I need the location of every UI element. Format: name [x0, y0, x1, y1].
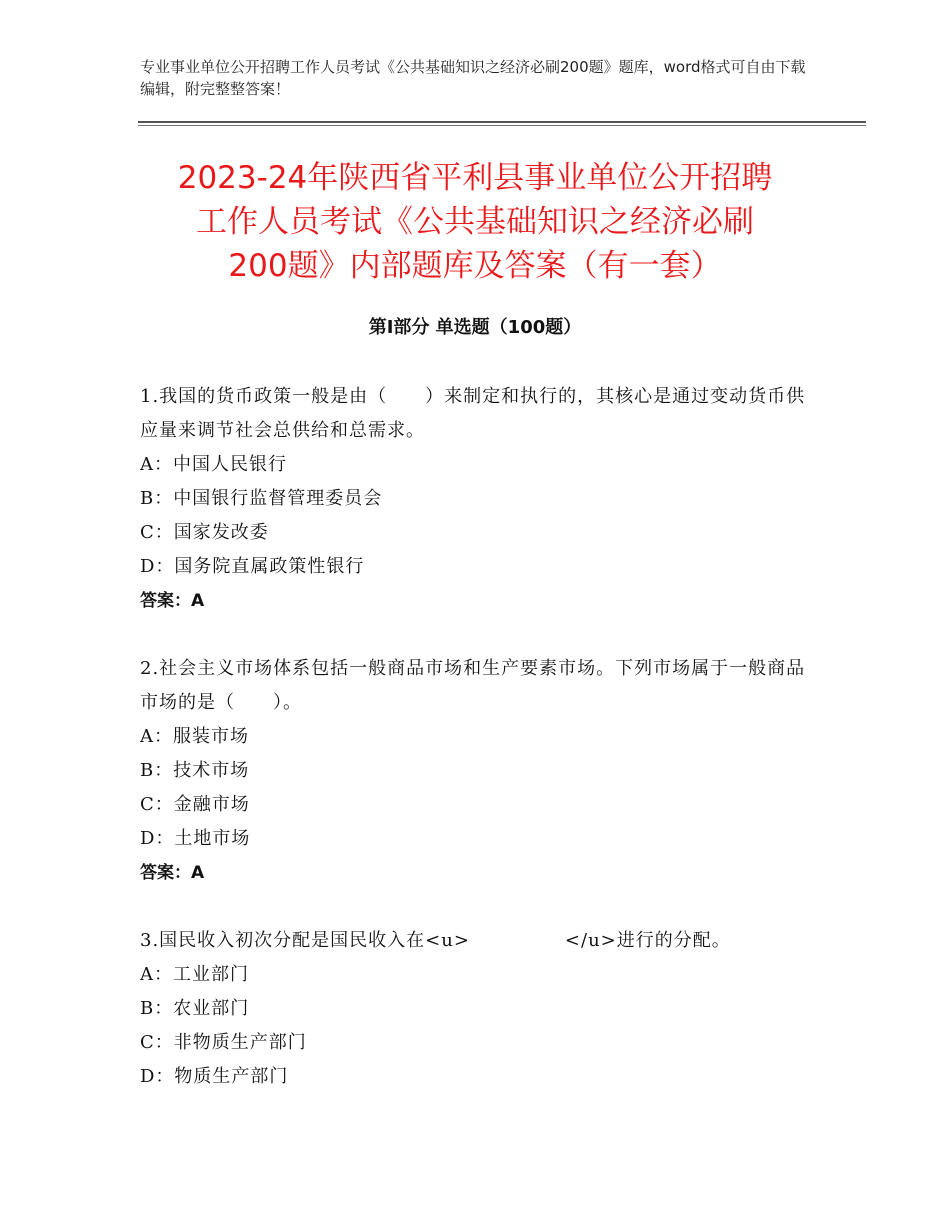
header-rule-thick: [138, 121, 866, 123]
option-b: B：农业部门: [140, 998, 250, 1019]
title-line-2: 工作人员考试《公共基础知识之经济必刷: [196, 204, 754, 240]
question-1: [140, 380, 810, 618]
option-d: D：土地市场: [140, 828, 251, 849]
question-list: [140, 380, 810, 1128]
option-d: D：国务院直属政策性银行: [140, 556, 365, 577]
title-line-1: 2023-24年陕西省平利县事业单位公开招聘: [177, 160, 773, 196]
answer: 答案：A: [140, 863, 205, 883]
question-stem: 3.国民收入初次分配是国民收入在<u> </u>进行的分配。: [140, 930, 731, 951]
option-b: B：技术市场: [140, 760, 250, 781]
document-title: [120, 156, 830, 288]
section-title: 第Ⅰ部分 单选题（100题）: [368, 317, 582, 338]
option-a: A：工业部门: [140, 964, 249, 985]
question-stem: 1.我国的货币政策一般是由（ ）来制定和执行的，其核心是通过变动货币供应量来调节社会总供给和总需求。: [140, 386, 806, 441]
title-line-3: 200题》内部题库及答案（有一套）: [228, 248, 722, 284]
question-3: [140, 924, 810, 1094]
question-2: [140, 652, 810, 890]
option-c: C：国家发改委: [140, 522, 269, 543]
option-c: C：金融市场: [140, 794, 250, 815]
header-note: 专业事业单位公开招聘工作人员考试《公共基础知识之经济必刷200题》题库，word格式可自由下载编辑，附完整整答案！: [140, 58, 806, 98]
header-rule-thin: [138, 125, 866, 126]
option-d: D：物质生产部门: [140, 1066, 289, 1087]
answer: 答案：A: [140, 591, 205, 611]
option-b: B：中国银行监督管理委员会: [140, 488, 383, 509]
option-c: C：非物质生产部门: [140, 1032, 307, 1053]
option-a: A：中国人民银行: [140, 454, 287, 475]
option-a: A：服装市场: [140, 726, 249, 747]
question-stem: 2.社会主义市场体系包括一般商品市场和生产要素市场。下列市场属于一般商品市场的是（ ）。: [140, 658, 806, 713]
